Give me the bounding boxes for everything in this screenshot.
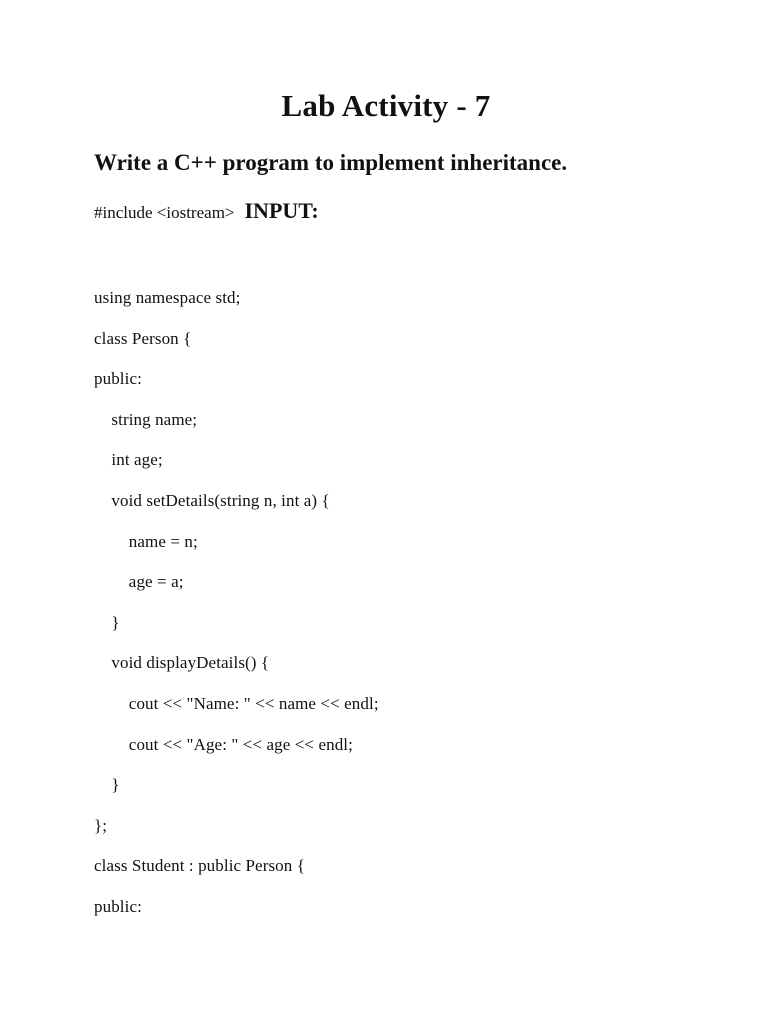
- code-line: class Student : public Person {: [94, 856, 305, 876]
- code-line: void setDetails(string n, int a) {: [94, 490, 330, 510]
- code-line: int age;: [94, 450, 163, 470]
- code-line: cout << "Age: " << age << endl;: [94, 734, 353, 754]
- code-line: using namespace std;: [94, 288, 241, 307]
- code-block: [94, 285, 379, 935]
- include-line: [94, 198, 319, 224]
- code-line: public:: [94, 896, 142, 916]
- code-line: string name;: [94, 409, 198, 429]
- page-title: Lab Activity - 7: [281, 88, 491, 123]
- code-line: cout << "Name: " << name << endl;: [94, 693, 379, 713]
- code-line: class Person {: [94, 328, 192, 348]
- code-line: void displayDetails() {: [94, 653, 270, 673]
- task-statement: Write a C++ program to implement inheritance.: [94, 150, 568, 175]
- code-line: public:: [94, 369, 142, 389]
- include-directive: #include <iostream>: [94, 203, 235, 222]
- input-label: INPUT:: [244, 198, 319, 223]
- code-line: name = n;: [94, 531, 198, 551]
- code-line: }: [94, 775, 120, 795]
- code-line: };: [94, 815, 108, 835]
- code-line: }: [94, 612, 120, 632]
- code-line: age = a;: [94, 572, 184, 592]
